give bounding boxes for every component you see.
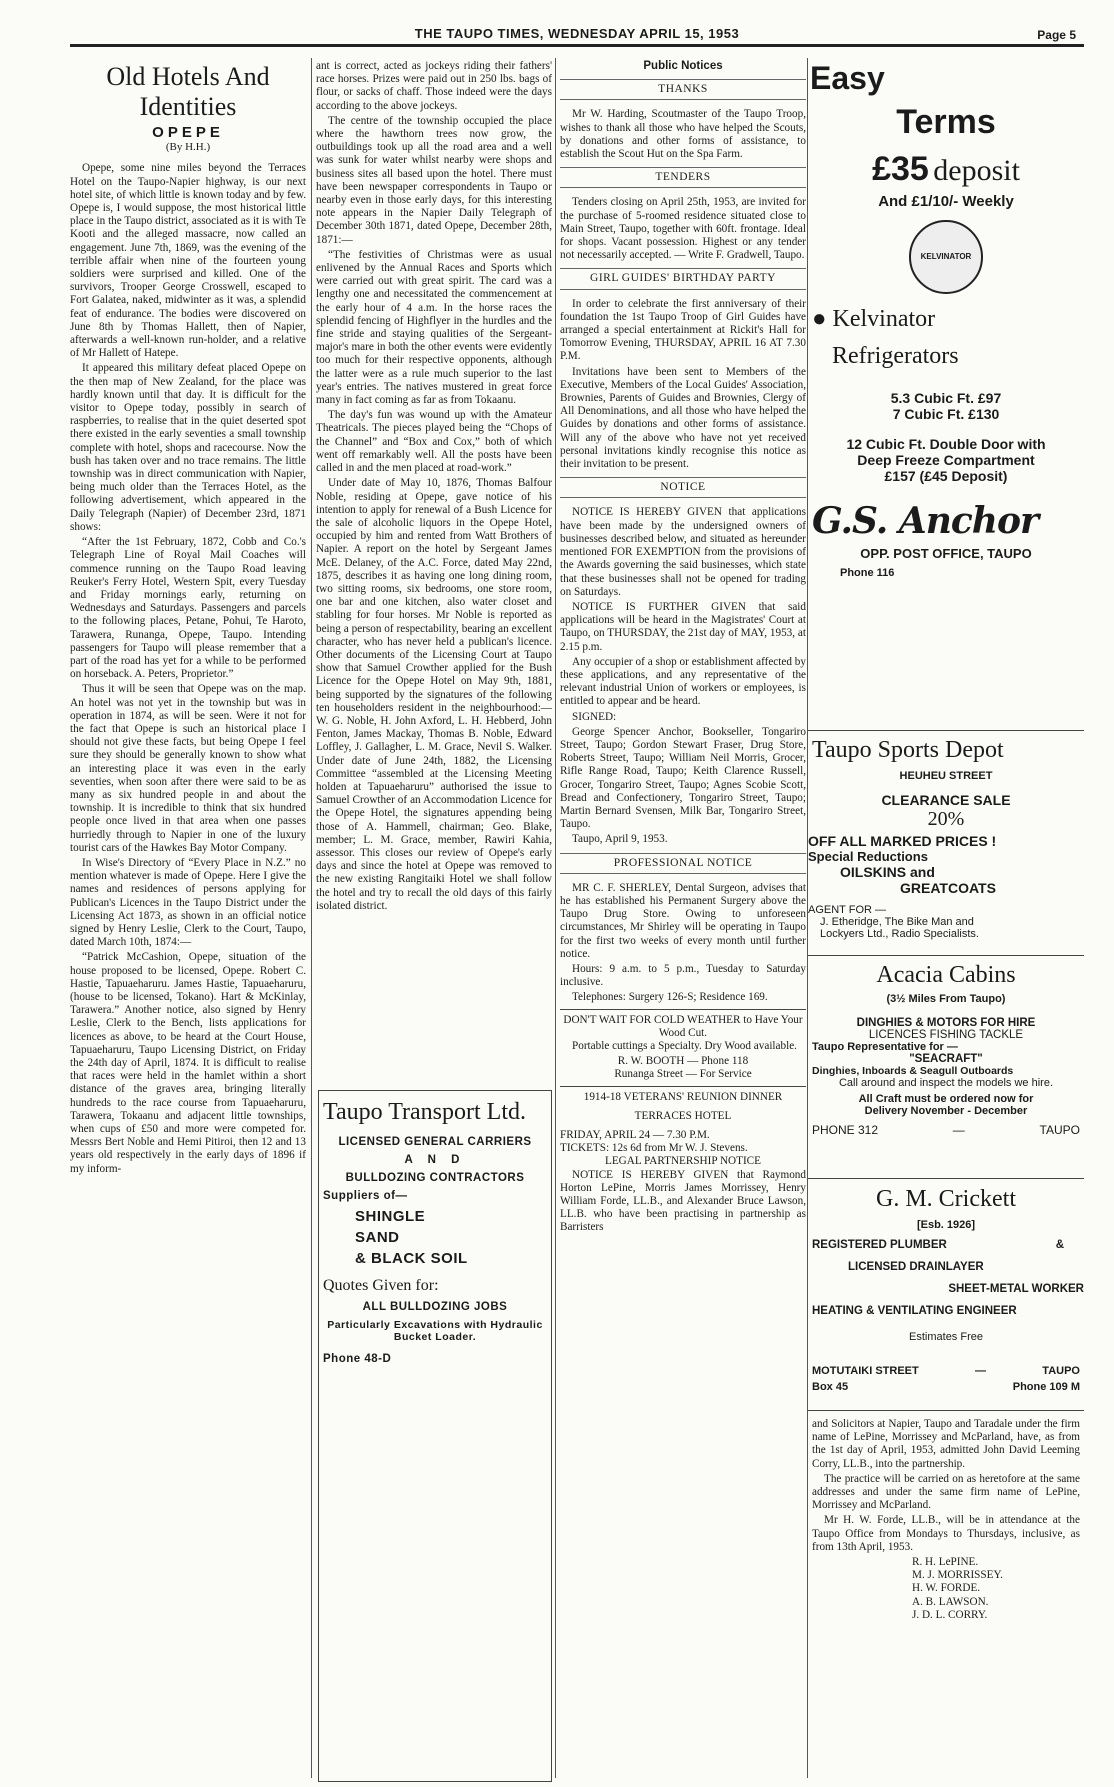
deposit-amount: £35 <box>872 150 929 188</box>
article-paragraph: Under date of May 10, 1876, Thomas Balfour Noble, residing at Opepe, gave notice of his intention to apply for renewal of a Bush Licence for the sale of alcoholic liquors in the Opepe Hotel, occupied by him and rented from Watt Brothers of Napier. A report on the hotel by Sergeant James McE. Delaney, of the A.C. Force, dated May 22nd, 1875, describes it as having one long dining room, two sitting rooms, six bedrooms, one store room, one bar and one kitchen, also water closet and stabling for four horses. Mr Noble is reported as being a person of respectability, bearing an excellent character, who has never held a publican's licence. Other documents of the Licensing Court at Taupo show that Samuel Crowther applied for the Bush Licence for the Opepe Hotel on May 9th, 1881, being supported by the signatures of the following ten householders resident in the neighbourhood:— W. G. Noble, H. John Axford, L. H. Hebberd, John Fenton, James Mackay, Thomas B. Noble, Edward Loffley, J. Gallagher, L. M. Grace, Nevil S. Walker. Under date of June 24th, 1882, the Licensing Committee “assembled at the Licensing Meeting holden at Tapuaeharuru” authorised the issue to Samuel Crowther of an Accommodation Licence for the Opepe Hotel, the signatures appending being those of A. Hammell, chairman; Geo. Blake, member; L. M. Grace, member, Rawiri Kahia, assessor. This closes our review of Opepe's early days and since the hotel at Opepe was removed to the new existing Rangitaiki Hotel we shall follow the hotel and try to recall the old days of this fairly isolated district. <box>316 477 552 912</box>
article-paragraph: It appeared this military defeat placed Opepe on the then map of New Zealand, for the place was hardly known until that day. It is difficult for the visitor to Opepe today, possibly in search of raspberries, to realise that in the quiet deserted spot there existed in the early seventies a small township complete with hotel, shops and racecourse. Now the bush has taken over and no trace remains. The little township was in direct communication with Napier, being much older than the Terraces Hotel, as the following advertisement, which appeared in the Daily Telegraph (Napier) of December 23rd, 1871 shows: <box>70 362 306 533</box>
crickett-town: TAUPO <box>1042 1365 1080 1377</box>
article-paragraph: The centre of the township occupied the place where the hawthorn trees now grow, the outbuildings took up all the road area and a well was sunk for water whilst nearby were shops and business sites all based upon the hotel. There must have been newspaper correspondents in Taupo or nearby even in those early days, for this interesting note appears in the Napier Daily Telegraph of December 30th 1871, dated Opepe, December 28th, 1871:— <box>316 114 552 246</box>
article-paragraph: The day's fun was wound up with the Amateur Theatricals. The pieces played being the “Chops of the Channel” and “Box and Cox,” both of which went off remarkably well. All the posts have been called in and the men placed at road-work.” <box>316 409 552 475</box>
acacia-order: All Craft must be ordered now for <box>858 1093 1034 1105</box>
acacia-dinghies: DINGHIES & MOTORS FOR HIRE <box>856 1017 1036 1029</box>
column-rule <box>555 58 556 1778</box>
clearance-sale: CLEARANCE SALE <box>881 792 1011 808</box>
legal-notice-continued <box>812 1418 1080 1622</box>
veterans-tickets: TICKETS: 12s 6d from Mr W. J. Stevens. <box>560 1142 748 1155</box>
veterans-date: FRIDAY, APRIL 24 — 7.30 P.M. <box>560 1129 710 1142</box>
acacia-rep: Taupo Representative for — <box>812 1041 958 1053</box>
easy-text: Easy <box>810 60 885 96</box>
crickett-phone: Phone 109 M <box>1012 1381 1080 1393</box>
article-paragraph: Opepe, some nine miles beyond the Terraces Hotel on the Taupo-Napier highway, is our next hotel site, of which little is known today and by few. Opepe is, I would suppose, the most historical little place in the Taupo district, associated as it is with Te Kooti and the alleged massacre, now called an engagement. June 7th, 1869, was the evening of the terrible affair when nine of the fourteen young soldiers were surprised and killed. One of the survivors, Trooper George Crosswell, escaped to Fort Galatea, naked, midwinter as it was, a splendid feat of endurance. The bodies were discovered on June 8th by Thomas Hallett, then of Napier, afterwards a well-known run-holder, and a relative of Mr Hallett of Hatepe. <box>70 162 306 360</box>
transport-suppliers: Suppliers of— <box>323 1190 408 1202</box>
notice-date: Taupo, April 9, 1953. <box>572 833 668 846</box>
article-title-line2: Identities <box>139 92 237 121</box>
acacia-licences: LICENCES FISHING TACKLE <box>868 1029 1024 1041</box>
legal-text: The practice will be carried on as heretofore at the same addresses and under the same firm name of LePine, Morrissey and McParland. <box>812 1472 1080 1512</box>
fridge-option: 7 Cubic Ft. £130 <box>892 406 1000 422</box>
dealer-logo: G.S. Anchor <box>812 500 1038 542</box>
acacia-delivery: Delivery November - December <box>864 1105 1028 1117</box>
refrigerators-text: Refrigerators <box>832 343 959 369</box>
notice-text: Any occupier of a shop or establishment affected by these applications, and any representative of the relevant industrial Union of workers or employees, is entitled to appear and be heard. <box>560 655 806 708</box>
acacia-name: Acacia Cabins <box>876 962 1016 988</box>
sports-street: HEUHEU STREET <box>899 770 993 782</box>
transport-excavations: Particularly Excavations with Hydraulic Bucket Loader. <box>327 1319 543 1343</box>
legal-text: NOTICE IS HEREBY GIVEN that Raymond Horton LePine, Morris James Morrissey, Henry William Forde, LL.B., and Alexander Bruce Lawson, LL.B. who have been practising in partnership as Barristers <box>560 1168 806 1234</box>
wood-title: DON'T WAIT FOR COLD WEATHER to Have Your Wood Cut. <box>563 1013 803 1039</box>
oilskins: OILSKINS and <box>840 864 935 880</box>
article-paragraph: “After the 1st February, 1872, Cobb and Co.'s Telegraph Line of Royal Mail Coaches will commence running on the Taupo Road leaving Reuker's Ferry Hotel, Western Spit, every Tuesday and Friday mornings early, returning on Wednesdays and Saturdays. Passengers and parcels to the following places, Petane, Pohui, Te Haroto, Tarawera, Runanga, Opepe, Taupo. Intending passengers for Taupo will please remember that a part of the road has yet for a while to be performed on horseback. A. Peters, Proprietor.” <box>70 536 306 681</box>
agents-line: Lockyers Ltd., Radio Specialists. <box>820 928 979 940</box>
dealer-address: OPP. POST OFFICE, TAUPO <box>860 546 1032 561</box>
transport-line3: BULLDOZING CONTRACTORS <box>345 1172 525 1184</box>
legal-text: Mr H. W. Forde, LL.B., will be in attendance at the Taupo Office from Mondays to Thursdays, inclusive, as from 13th April, 1953. <box>812 1514 1080 1553</box>
acacia-seacraft: "SEACRAFT" <box>909 1053 983 1065</box>
crickett-dash: — <box>975 1365 987 1377</box>
masthead-title: THE TAUPO TIMES, WEDNESDAY APRIL 15, 1953 <box>414 26 740 41</box>
legal-signatory: H. W. FORDE. <box>912 1582 981 1595</box>
crickett-line4: HEATING & VENTILATING ENGINEER <box>812 1305 1017 1317</box>
article-paragraph: “The festivities of Christmas were as usual enlivened by the Annual Races and Sports which were carried out with great spirit. The card was a lengthy one and necessitated the commencement at the early hour of 4 a.m. In the horse races the splendid fencing of Highflyer in the hurdles and the fine stride and staying qualities of the Sergeant-major's mare in both the other events were evidently too much for their respective opponents, although the latter were as a rule much superior to the last year's entries. The natives mustered in great force many in fact coming as far as from Tokaanu. <box>316 248 552 407</box>
crickett-box: Box 45 <box>812 1381 849 1393</box>
sports-depot-ad <box>808 733 1084 956</box>
discount-percent: 20% <box>927 808 965 830</box>
wood-text: Portable cuttings a Specialty. Dry Wood available. <box>572 1040 797 1052</box>
transport-quotes: Quotes Given for: <box>323 1277 439 1294</box>
article-byline: (By H.H.) <box>165 141 211 154</box>
weekly-terms: And £1/10/- Weekly <box>878 193 1014 210</box>
article-title-line1: Old Hotels And <box>106 62 270 91</box>
transport-item: SHINGLE <box>355 1208 426 1225</box>
acacia-cabins-ad <box>808 958 1084 1179</box>
professional-text: Telephones: Surgery 126-S; Residence 169. <box>572 991 768 1004</box>
acacia-town: TAUPO <box>1039 1123 1080 1137</box>
kelvinator-brand-text: Kelvinator <box>832 306 936 332</box>
fridge-option: £157 (£45 Deposit) <box>884 468 1008 484</box>
crickett-line1: REGISTERED PLUMBER <box>812 1239 947 1251</box>
fridge-option: Deep Freeze Compartment <box>857 452 1035 468</box>
transport-line2: A N D <box>404 1154 466 1166</box>
wood-name: R. W. BOOTH — Phone 118 <box>617 1055 749 1068</box>
tenders-title: TENDERS <box>560 167 806 188</box>
divider <box>560 1086 806 1087</box>
guides-title: GIRL GUIDES' BIRTHDAY PARTY <box>560 268 806 289</box>
article-subtitle: OPEPE <box>152 124 224 141</box>
kelvinator-ad <box>808 60 1084 731</box>
bullet-icon: ● <box>812 306 827 332</box>
taupo-transport-ad <box>318 1090 552 1782</box>
crickett-amp: & <box>1055 1239 1064 1251</box>
greatcoats: GREATCOATS <box>900 880 996 896</box>
article-paragraph: Thus it will be seen that Opepe was on the map. An hotel was not yet in the township but was in operation in 1874, as will be seen. Were it not for the fact that Opepe is such an historical place I should not give these facts, but being Opepe I feel sure they should be generally known to show what an interesting place it was even in the early seventies, when soon after there were said to be as many as six hundred people in and about the township. It is incredible to think that six hundred people once lived in that area when one passes hurriedly through to Napier in one of the luxury tourist cars of the Hawkes Bay Motor Company. <box>70 683 306 854</box>
masthead <box>70 22 1084 47</box>
agents-line: J. Etheridge, The Bike Man and <box>820 916 974 928</box>
transport-phone: Phone 48-D <box>323 1353 392 1365</box>
acacia-seacraft-models: Dinghies, Inboards & Seagull Outboards <box>812 1065 1014 1077</box>
legal-signatory: M. J. MORRISSEY. <box>912 1569 1003 1582</box>
notice-text: NOTICE IS FURTHER GIVEN that said applications will be heard in the Magistrates' Court at Taupo, on THURSDAY, the 21st day of MAY, 1953, at 2.15 p.m. <box>560 600 806 653</box>
legal-signatory: R. H. LePINE. <box>912 1556 979 1569</box>
notice-title: NOTICE <box>560 477 806 498</box>
column-rule <box>311 58 312 1778</box>
transport-item: SAND <box>355 1229 400 1246</box>
thanks-text: Mr W. Harding, Scoutmaster of the Taupo Troop, wishes to thank all those who have helped the Scouts, by donations and other forms of assistance, to establish the Scout Hut on the Spa Farm. <box>560 108 806 161</box>
acacia-distance: (3½ Miles From Taupo) <box>886 993 1006 1005</box>
dealer-phone: Phone 116 <box>840 567 895 579</box>
transport-line1: LICENSED GENERAL CARRIERS <box>338 1136 532 1148</box>
crickett-name: G. M. Crickett <box>876 1186 1016 1212</box>
transport-name: Taupo Transport Ltd. <box>323 1099 526 1125</box>
veterans-title: 1914-18 VETERANS' REUNION DINNER <box>583 1090 783 1103</box>
crickett-estimates: Estimates Free <box>909 1331 983 1343</box>
guides-text: Invitations have been sent to Members of the Executive, Members of the Local Guides' Association, Brownies, Parents of Guides and Brownies, Clergy of All Denominations, and all those who have helped the Guides by donations and other forms of assistance. Will any of the above who have not yet received personal invitations kindly recognise this notice as their invitation to be present. <box>560 365 806 471</box>
article-column-2 <box>316 60 552 1060</box>
fridge-option: 5.3 Cubic Ft. £97 <box>890 390 1002 406</box>
page-number: Page 5 <box>1037 28 1076 42</box>
legal-title: LEGAL PARTNERSHIP NOTICE <box>605 1155 761 1168</box>
deposit-word: deposit <box>933 154 1020 187</box>
fridge-option: 12 Cubic Ft. Double Door with <box>846 436 1046 452</box>
transport-item: & BLACK SOIL <box>355 1250 468 1267</box>
veterans-place: TERRACES HOTEL <box>634 1109 732 1122</box>
acacia-dash: — <box>952 1123 965 1137</box>
kelvinator-brand <box>812 306 1084 333</box>
crickett-established: [Esb. 1926] <box>916 1219 976 1231</box>
wood-address: Runanga Street — For Service <box>614 1068 752 1081</box>
public-notices-header: Public Notices <box>643 60 723 72</box>
legal-text: and Solicitors at Napier, Taupo and Taradale under the firm name of LePine, Morrissey and McParland, have, as from the 1st day of April, 1953, admitted John David Leeming Corry, LL.B., into the partnership. <box>812 1418 1080 1470</box>
thanks-title: THANKS <box>560 79 806 100</box>
tenders-text: Tenders closing on April 25th, 1953, are invited for the purchase of 5-roomed residence situated close to Main Street, Taupo, together with 60ft. frontage. Ideal for shops. Vacant possession. Highest or any tender not necessarily accepted. — Write F. Gradwell, Taupo. <box>560 196 806 262</box>
agent-for: AGENT FOR — <box>808 904 887 916</box>
notice-text: NOTICE IS HEREBY GIVEN that applications have been made by the undersigned owners of businesses described below, and situated as hereunder mentioned FOR EXEMPTION from the provisions of the Awards governing the said businesses, which state that these businesses shall not be opened for trading on Saturdays. <box>560 506 806 598</box>
article-paragraph: ant is correct, acted as jockeys riding their fathers' race horses. Prizes were paid out in 250 lbs. bags of flour, or sacks of chaff. Those indeed were the days according to the above jockeys. <box>316 60 552 112</box>
article-paragraph: In Wise's Directory of “Every Place in N.Z.” no mention whatever is made of Opepe. Here I give the names and residences of persons applying for Publican's Licences in the Taupo District under the Licensing Act 1873, as shown in an official notice signed by Henry Leslie, Clerk to the Court, Taupo, dated March 10th, 1874:— <box>70 856 306 949</box>
notice-signed: SIGNED: <box>572 710 617 723</box>
acacia-phone: PHONE 312 <box>812 1123 879 1137</box>
article-paragraph: “Patrick McCashion, Opepe, situation of the house proposed to be licensed, Opepe. Robert C. Hastie, Tapuaeharuru. James Hastie, Tapuaeharuru, (house to be licensed, Tokano). Hart & McKinlay, Tarawera.” Another notice, also signed by Henry Leslie, Clerk to the Bench, lists applications for licences as above, to be heard at the Court House, Tapuaeharuru, Taupo Licensing District, on Friday the 24th day of April, 1874. It is difficult to realise that races were held in the hamlet within a short distance of the graves area, bringing literally hundreds to the race course from Tapuaeharuru, Tarawera, Tokaanu and adjacent little townships, when cups of £50 and more were competed for. Messrs Bert Noble and Hemi Pitiroi, then 12 and 13 years old respectively in the early days of 1896 if my inform- <box>70 951 306 1175</box>
sports-name: Taupo Sports Depot <box>812 737 1004 763</box>
acacia-call: Call around and inspect the models we hire. <box>838 1077 1053 1089</box>
notice-text: George Spencer Anchor, Bookseller, Tongariro Street, Taupo; Gordon Stewart Fraser, Drug Store, Roberts Street, Taupo; William Neil Morris, Grocer, Rifle Range Road, Taupo; Keith Clarence Russell, Grocer, Tongariro Street, Taupo; Agnes Scobie Scott, Bread and Confectionery, Tongariro Street, Taupo; Martin Bernard Svensen, Milk Bar, Tongariro Street, Taupo. <box>560 725 806 831</box>
sports-off: OFF ALL MARKED PRICES ! <box>808 833 997 849</box>
guides-text: In order to celebrate the first anniversary of their foundation the 1st Taupo Troop of Girl Guides have arranged a special entertainment at Rickit's Hall for Tomorrow Evening, THURSDAY, APRIL 16 AT 7.30 P.M. <box>560 297 806 363</box>
kelvinator-logo: KELVINATOR <box>909 220 983 294</box>
article-column-1 <box>70 60 306 1770</box>
public-notices-column <box>560 60 806 1785</box>
crickett-line2: LICENSED DRAINLAYER <box>848 1261 984 1273</box>
crickett-ad <box>808 1182 1084 1411</box>
article-title <box>70 62 306 122</box>
legal-signatory: A. B. LAWSON. <box>912 1595 989 1608</box>
terms-text: Terms <box>896 103 996 141</box>
professional-text: MR C. F. SHERLEY, Dental Surgeon, advises that he has established his Permanent Surgery above the Taupo Drug Store. Owing to unforeseen circumstances, Mr Shirley will be operating in Taupo for the first two weeks of every month until further notice. <box>560 881 806 960</box>
legal-signatory: J. D. L. CORRY. <box>912 1608 988 1621</box>
professional-notice-title: PROFESSIONAL NOTICE <box>560 853 806 874</box>
crickett-street: MOTUTAIKI STREET <box>812 1365 919 1377</box>
crickett-line3: SHEET-METAL WORKER <box>948 1283 1084 1295</box>
transport-jobs: ALL BULLDOZING JOBS <box>362 1301 508 1313</box>
special-reductions: Special Reductions <box>808 849 928 864</box>
divider <box>560 1009 806 1010</box>
professional-text: Hours: 9 a.m. to 5 p.m., Tuesday to Saturday inclusive. <box>560 962 806 989</box>
